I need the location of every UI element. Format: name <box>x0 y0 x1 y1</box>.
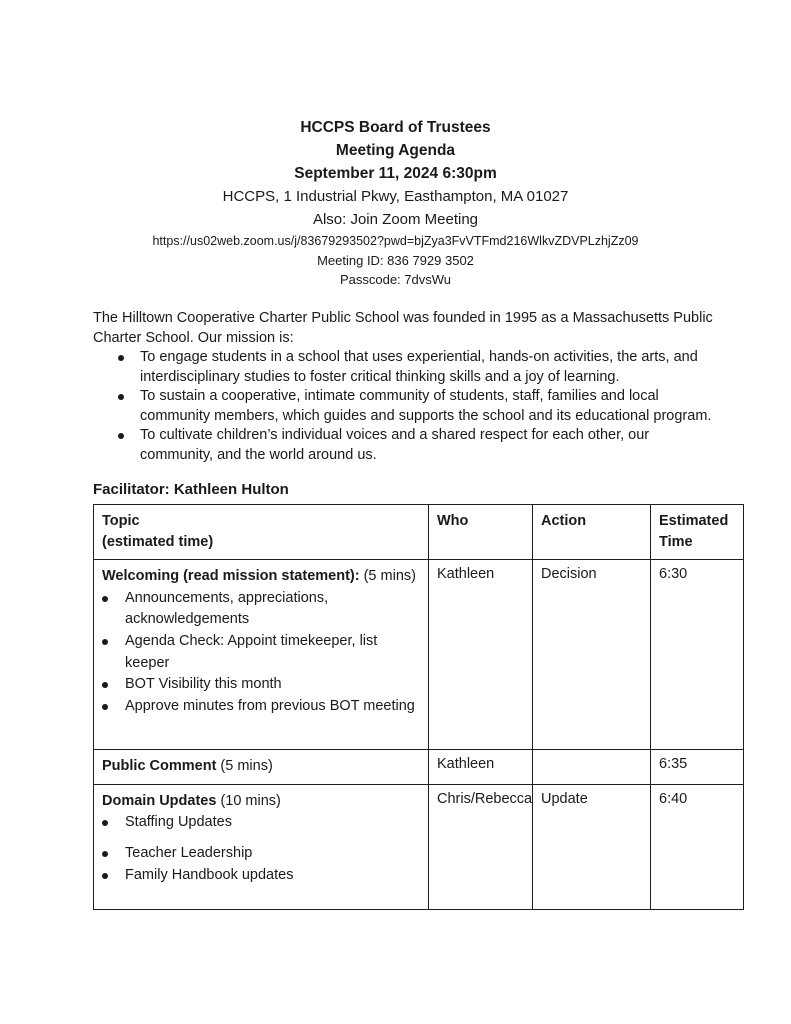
who-cell: Chris/Rebecca <box>429 784 533 909</box>
list-item <box>102 631 420 674</box>
topic-title <box>102 566 420 588</box>
table-row <box>94 750 744 785</box>
bullet-icon <box>118 433 124 439</box>
doc-subtitle: Meeting Agenda <box>335 142 456 159</box>
meeting-passcode: Passcode: 7dvsWu <box>339 272 452 287</box>
bullet-icon <box>102 873 108 879</box>
mission-bullet: To sustain a cooperative, intimate community of students, staff, families and local community members, which guides and supports the school and its educational program. <box>140 388 712 424</box>
mission-bullet-list <box>93 348 720 465</box>
time-cell: 6:35 <box>651 750 744 785</box>
topic-bullet: Announcements, appreciations, acknowledgements <box>125 589 329 628</box>
topic-bullet: Teacher Leadership <box>125 844 253 861</box>
page-title: HCCPS Board of Trustees <box>300 119 491 136</box>
bullet-icon <box>102 682 108 688</box>
time-cell: 6:40 <box>651 784 744 909</box>
topic-title <box>102 756 420 778</box>
list-item <box>93 387 720 426</box>
topic-bullet-list <box>102 588 420 718</box>
topic-bullet: BOT Visibility this month <box>125 676 282 693</box>
meeting-datetime: September 11, 2024 6:30pm <box>294 165 497 182</box>
topic-bullet: Agenda Check: Appoint timekeeper, list keeper <box>125 632 378 671</box>
topic-bullet: Staffing Updates <box>125 814 232 830</box>
topic-title-duration: (5 mins) <box>216 758 273 774</box>
mission-section <box>93 309 720 465</box>
bullet-icon <box>102 596 108 602</box>
facilitator-line: Facilitator: Kathleen Hulton <box>93 481 289 498</box>
action-cell: Update <box>533 784 651 909</box>
bullet-icon <box>102 820 108 826</box>
table-row <box>94 784 744 909</box>
list-item <box>93 348 720 387</box>
mission-intro: The Hilltown Cooperative Charter Public School was founded in 1995 as a Massachusetts Public Charter School. Our mission is: <box>93 310 713 346</box>
document-body <box>93 309 743 910</box>
column-header-topic <box>94 505 429 560</box>
zoom-join-label: Also: Join Zoom Meeting <box>312 211 479 228</box>
agenda-table <box>93 504 744 910</box>
meeting-location: HCCPS, 1 Industrial Pkwy, Easthampton, MA 01027 <box>222 188 569 205</box>
column-header-action: Action <box>533 505 651 560</box>
column-header-est-line1: Estimated <box>659 513 729 529</box>
topic-cell-domain-updates <box>94 784 429 909</box>
list-item <box>102 674 420 696</box>
topic-cell-public-comment <box>94 750 429 785</box>
table-header-row <box>94 505 744 560</box>
meeting-id: Meeting ID: 836 7929 3502 <box>317 253 474 268</box>
table-row <box>94 560 744 750</box>
bullet-icon <box>118 394 124 400</box>
topic-cell-welcoming <box>94 560 429 750</box>
list-item <box>102 588 420 631</box>
bullet-icon <box>102 639 108 645</box>
column-header-who: Who <box>429 505 533 560</box>
bullet-icon <box>102 704 108 710</box>
who-cell: Kathleen <box>429 560 533 750</box>
topic-bullet: Approve minutes from previous BOT meeting <box>125 698 415 715</box>
time-cell: 6:30 <box>651 560 744 750</box>
document-header <box>0 116 791 289</box>
list-item <box>102 865 420 887</box>
zoom-meeting-url: https://us02web.zoom.us/j/83679293502?pwd=bjZya3FvVTFmd216WlkvZDVPLzhjZz09 <box>152 234 639 248</box>
action-cell: Decision <box>533 560 651 750</box>
who-cell: Kathleen <box>429 750 533 785</box>
action-cell <box>533 750 651 785</box>
mission-bullet: To cultivate children’s individual voices and a shared respect for each other, our community, and the world around us. <box>140 427 650 463</box>
list-item <box>102 812 420 834</box>
column-header-topic-line1: Topic <box>102 513 140 529</box>
list-item <box>102 843 420 865</box>
topic-title-duration: (5 mins) <box>359 568 416 584</box>
column-header-est-line2: Time <box>659 534 693 550</box>
topic-title-bold: Welcoming (read mission statement): <box>102 568 360 584</box>
list-item <box>93 426 720 465</box>
topic-title-bold: Public Comment <box>102 758 217 774</box>
list-item <box>102 696 420 718</box>
column-header-estimated-time <box>651 505 744 560</box>
column-header-topic-line2: (estimated time) <box>102 534 214 550</box>
mission-bullet: To engage students in a school that uses experiential, hands-on activities, the arts, and interdisciplinary studies to foster critical thinking skills and a joy of learning. <box>140 349 698 385</box>
bullet-icon <box>118 355 124 361</box>
topic-title-duration: (10 mins) <box>216 792 281 809</box>
topic-bullet: Family Handbook updates <box>125 867 294 884</box>
topic-title <box>102 791 420 813</box>
bullet-icon <box>102 851 108 857</box>
topic-bullet-list <box>102 812 420 887</box>
topic-title-bold: Domain Updates <box>102 792 217 809</box>
